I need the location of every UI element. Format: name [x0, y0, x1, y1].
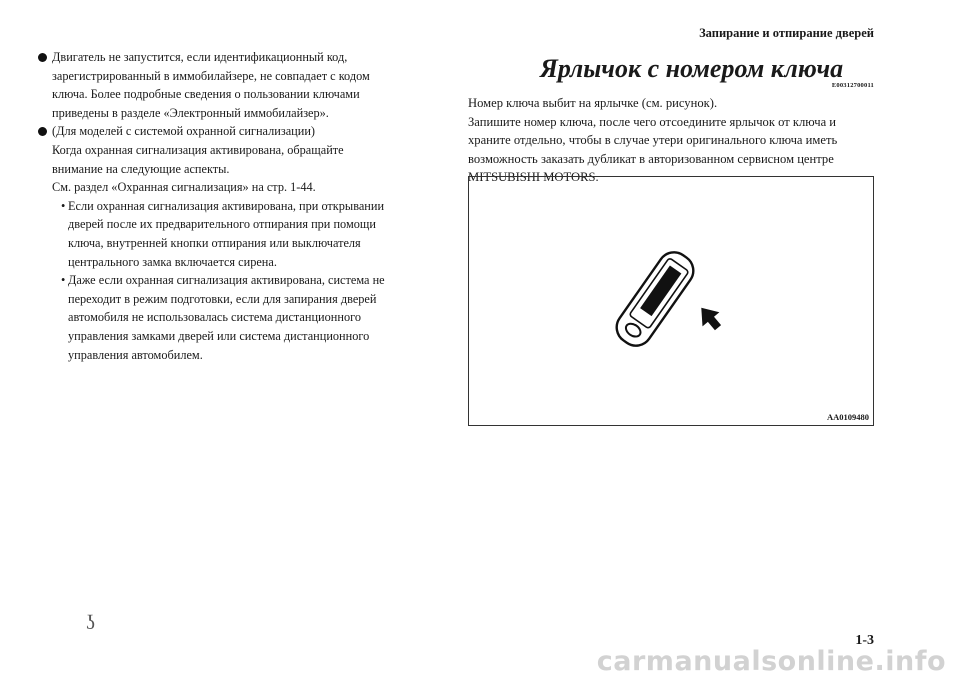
paragraph-line: храните отдельно, чтобы в случае утери оригинального ключа иметь: [468, 133, 838, 148]
bullet-line: См. раздел «Охранная сигнализация» на стр. 1-44.: [52, 180, 316, 195]
sub-item-siren: [38, 197, 438, 271]
key-tag-figure: [468, 176, 874, 426]
bullet-line: Двигатель не запустится, если идентификационный код,: [52, 50, 348, 64]
page-number: 1-3: [855, 633, 874, 648]
key-tag-illustration: [469, 177, 873, 425]
bullet-dot-icon: [38, 53, 47, 62]
left-column: [38, 48, 438, 364]
bullet-line: приведены в разделе «Электронный иммобилайзер».: [52, 105, 329, 120]
sub-line: управления замками дверей или система дистанционного: [68, 328, 370, 343]
right-column-text: [468, 94, 878, 187]
section-header: Запирание и отпирание дверей: [699, 26, 874, 40]
sub-bullet-marker: •: [61, 273, 66, 288]
section-code: E00312700011: [831, 82, 874, 89]
section-title: Ярлычок с номером ключа: [540, 54, 844, 83]
sub-line: центрального замка включается сирена.: [68, 254, 277, 269]
sub-line: дверей после их предварительного отпирания при помощи: [68, 217, 376, 232]
sub-bullet-marker: •: [61, 198, 66, 213]
margin-mark: ʖ: [86, 612, 95, 634]
paragraph-line: MITSUBISHI MOTORS.: [468, 170, 599, 185]
sub-line: управления автомобилем.: [68, 347, 203, 362]
bullet-immobilizer: [38, 48, 438, 122]
watermark-text: carmanualsonline.info: [596, 646, 946, 677]
bullet-alarm: [38, 122, 438, 196]
sub-line: автомобиля не использовалась система дистанционного: [68, 310, 361, 325]
paragraph-line: возможность заказать дубликат в авторизованном сервисном центре: [468, 151, 834, 166]
bullet-line: Когда охранная сигнализация активирована, обращайте: [52, 142, 344, 157]
figure-code: AA0109480: [826, 412, 869, 422]
sub-line: Даже если охранная сигнализация активирована, система не: [68, 273, 385, 288]
sub-line: переходит в режим подготовки, если для запирания дверей: [68, 291, 377, 306]
paragraph-line: Запишите номер ключа, после чего отсоедините ярлычок от ключа и: [468, 114, 837, 129]
paragraph-line: Номер ключа выбит на ярлычке (см. рисунок).: [468, 96, 718, 110]
bullet-line: (Для моделей с системой охранной сигнализации): [52, 124, 315, 139]
sub-line: ключа, внутренней кнопки отпирания или выключателя: [68, 235, 361, 250]
bullet-line: зарегистрированный в иммобилайзере, не совпадает с кодом: [52, 68, 370, 83]
bullet-dot-icon: [38, 127, 47, 136]
sub-line: Если охранная сигнализация активирована, при открывании: [68, 198, 385, 213]
bullet-line: ключа. Более подробные сведения о пользовании ключами: [52, 87, 360, 102]
sub-item-standby: [38, 271, 438, 364]
bullet-line: внимание на следующие аспекты.: [52, 161, 230, 176]
